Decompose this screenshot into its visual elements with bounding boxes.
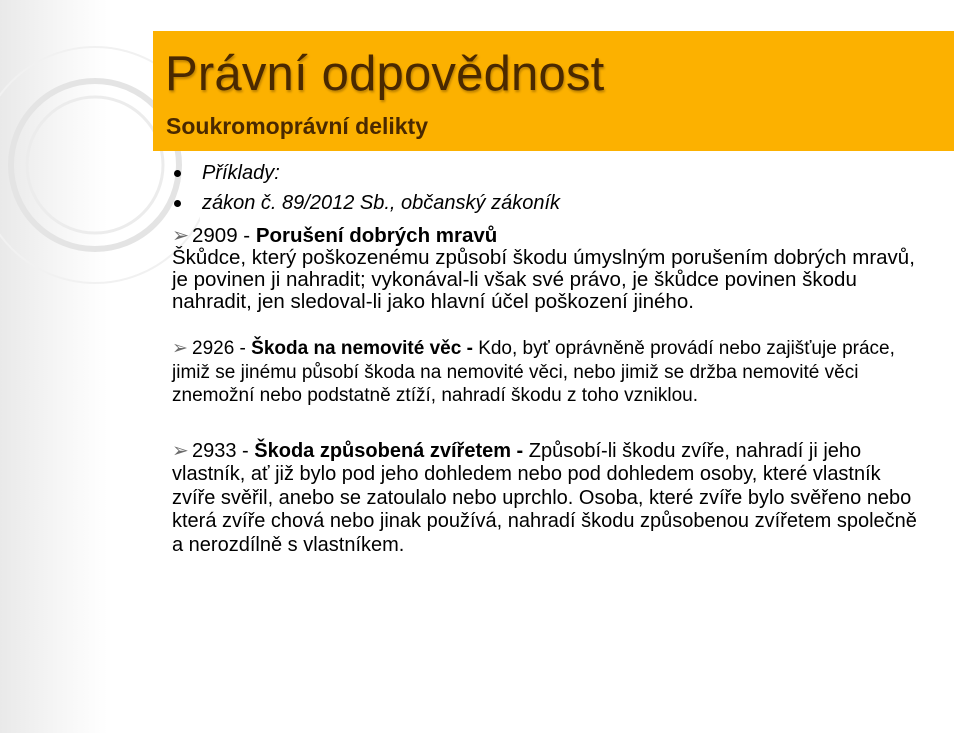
section-2926-title: Škoda na nemovité věc - (251, 338, 479, 359)
arrow-icon: ➢ (172, 338, 188, 359)
section-2909-title: Porušení dobrých mravů (255, 224, 498, 247)
section-2933-paragraph (172, 440, 917, 558)
section-2926-text: Kdo, byť oprávněně provádí nebo zajišťuje práce, jimiž se jinému působí škoda na nemovité věci, nebo jimiž se držba nemovité věci znemožní nebo podstatně ztíží, nahradí škodu z toho vzniklou. (172, 338, 895, 406)
slide-title: Právní odpovědnost (165, 47, 605, 101)
section-2933 (172, 440, 917, 558)
bullet-dot-icon (174, 170, 181, 177)
slide-subtitle: Soukromoprávní delikty (166, 113, 429, 139)
section-2933-number: 2933 - (192, 439, 255, 462)
section-2933-title: Škoda způsobená zvířetem - (254, 439, 529, 462)
section-2909-number: 2909 - (192, 224, 256, 247)
section-2926 (172, 337, 917, 408)
section-2926-paragraph (172, 337, 917, 408)
bullet-examples-text: Příklady: (202, 162, 280, 184)
arrow-icon: ➢ (172, 224, 190, 247)
section-2909-text: Škůdce, který poškozenému způsobí škodu úmyslným porušením dobrých mravů, je povinen ji nahradit; vykonával-li však své právo, je škůdce povinen škodu nahradit, jen sledoval-li jako hlavní účel poškození jiného. (172, 246, 915, 313)
arrow-icon: ➢ (172, 439, 189, 462)
section-2909-heading (172, 225, 917, 247)
section-2926-number: 2926 - (192, 338, 252, 359)
slide-content (172, 155, 917, 557)
bullet-dot-icon (174, 200, 181, 207)
bullet-law-text: zákon č. 89/2012 Sb., občanský zákoník (202, 192, 560, 214)
bullet-law (172, 191, 917, 215)
section-2909 (172, 225, 917, 313)
section-2933-text: Způsobí-li škodu zvíře, nahradí ji jeho vlastník, ať již bylo pod jeho dohledem nebo pod dohledem osoby, které vlastník zvíře svěřil, anebo se zatoulalo nebo uprchlo. Osoba, které zvíře bylo svěřeno nebo která zvíře chová nebo jinak používá, nahradí škodu způsobenou zvířetem společně a nerozdílně s vlastníkem. (172, 439, 917, 556)
bullet-examples (172, 161, 917, 185)
